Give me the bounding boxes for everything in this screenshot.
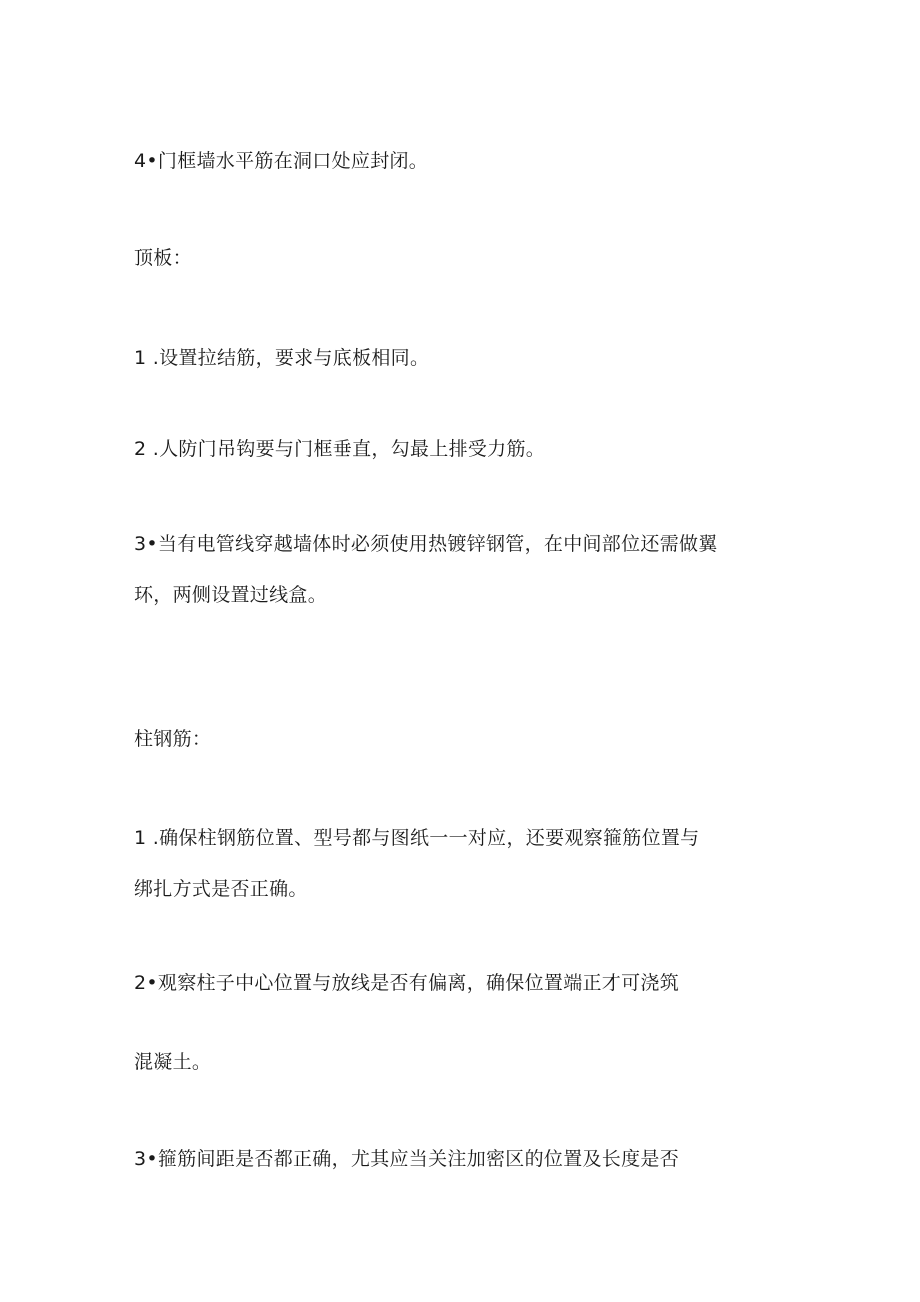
paragraph-conduit-line1: 3•当有电管线穿越墙体时必须使用热镀锌钢管，在中间部位还需做翼 [134, 533, 718, 555]
paragraph-column-center-line1: 2•观察柱子中心位置与放线是否有偏离，确保位置端正才可浇筑 [134, 972, 679, 994]
paragraph-door-frame-wall: 4•门框墙水平筋在洞口处应封闭。 [134, 150, 429, 172]
paragraph-door-hook: 2 .人防门吊钩要与门框垂直，勾最上排受力筋。 [134, 438, 546, 460]
section-heading-roof-slab: 顶板： [134, 247, 192, 269]
section-heading-column-rebar: 柱钢筋： [134, 728, 212, 750]
paragraph-tie-bars: 1 .设置拉结筋，要求与底板相同。 [134, 347, 430, 369]
paragraph-column-center-line2: 混凝土。 [134, 1051, 212, 1073]
paragraph-column-position-line2: 绑扎方式是否正确。 [134, 878, 308, 900]
paragraph-stirrup-spacing: 3•箍筋间距是否都正确，尤其应当关注加密区的位置及长度是否 [134, 1148, 679, 1170]
paragraph-conduit-line2: 环，两侧设置过线盒。 [134, 584, 328, 606]
paragraph-column-position-line1: 1 .确保柱钢筋位置、型号都与图纸一一对应，还要观察箍筋位置与 [134, 827, 700, 849]
